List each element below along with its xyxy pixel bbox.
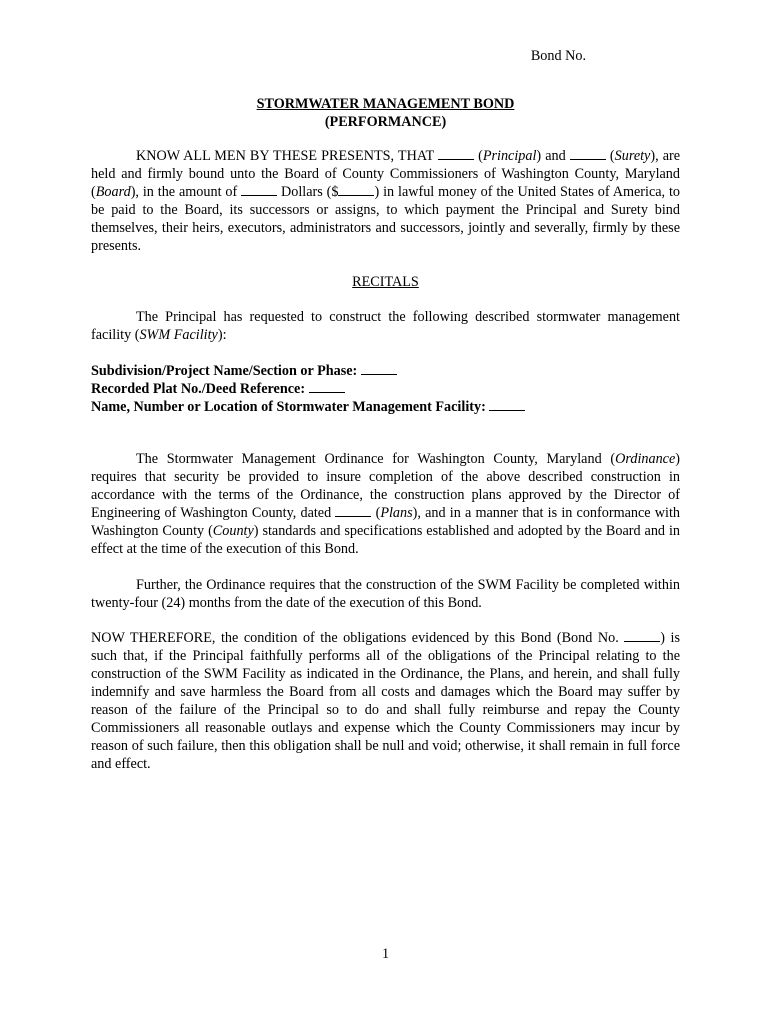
intro-paragraph: KNOW ALL MEN BY THESE PRESENTS, THAT (Principal) and (Surety), are held and firmly bound unto the Board of County Commissioners of Washington County, Maryland (Board), in the amount of Dollars ($ ) in lawful money of the United States of America, to be paid to the Board, its successors or assigns, to which payment the Principal and Surety bind themselves, their heirs, executors, administrators and successors, jointly and severally, firmly by these presents. [91, 148, 681, 254]
plat-blank[interactable] [309, 380, 345, 393]
plans-date-blank[interactable] [335, 504, 371, 517]
subdivision-blank[interactable] [361, 362, 397, 375]
title-line-2: (PERFORMANCE) [324, 114, 447, 130]
principal-blank[interactable] [438, 147, 474, 160]
plat-field: Recorded Plat No./Deed Reference: [91, 380, 525, 398]
further-paragraph: Further, the Ordinance requires that the construction of the SWM Facility be completed within twenty-four (24) months from the date of the execution of this Bond. [91, 577, 680, 611]
amount-words-blank[interactable] [241, 183, 277, 196]
facility-fields [91, 362, 525, 416]
bond-number-label: Bond No. [530, 48, 586, 64]
ordinance-paragraph: The Stormwater Management Ordinance for Washington County, Maryland (Ordinance) requires that security be provided to insure completion of the above described construction in accordance with the terms of the Ordinance, the construction plans approved by the Director of Engineering of Washington County, dated (Plans), and in a manner that is in conformance with Washington County (County) standards and specifications established and adopted by the Board and in effect at the time of the execution of this Bond. [91, 451, 680, 557]
document-title [91, 95, 680, 131]
location-field: Name, Number or Location of Stormwater Management Facility: [91, 398, 525, 416]
page-number: 1 [381, 946, 390, 962]
subdivision-field: Subdivision/Project Name/Section or Phase: [91, 362, 525, 380]
facility-paragraph: The Principal has requested to construct the following described stormwater management facility (SWM Facility): [91, 309, 680, 343]
surety-blank[interactable] [570, 147, 606, 160]
recitals-heading: RECITALS [352, 274, 419, 290]
location-blank[interactable] [489, 398, 525, 411]
amount-dollars-blank[interactable] [338, 183, 374, 196]
title-line-1: STORMWATER MANAGEMENT BOND [256, 96, 515, 112]
now-therefore-paragraph: NOW THEREFORE, the condition of the obligations evidenced by this Bond (Bond No. ) is such that, if the Principal faithfully performs all of the obligations of the Principal relating to the construction of the SWM Facility as indicated in the Ordinance, the Plans, and herein, and shall fully indemnify and save harmless the Board from all costs and damages which the Board may suffer by reason of the failure of the Principal so to do and shall fully reimburse and repay the County Commissioners all reasonable outlays and expense which the County Commissioners may incur by reason of such failure, then this obligation shall be null and void; otherwise, it shall remain in full force and effect. [91, 630, 681, 772]
bond-number-blank[interactable] [624, 629, 660, 642]
